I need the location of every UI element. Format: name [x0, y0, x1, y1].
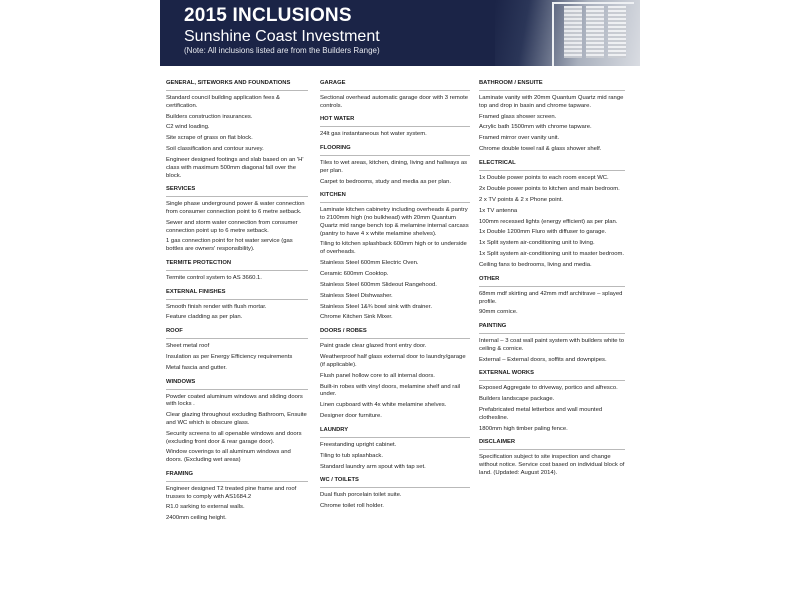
- section-divider: [320, 90, 470, 91]
- section-heading: DOORS / ROBES: [320, 328, 367, 335]
- inclusion-item: Stainless Steel 600mm Slideout Rangehood.: [320, 281, 437, 288]
- section-divider: [479, 286, 625, 287]
- inclusion-item: Smooth finish render with flush mortar.: [166, 303, 267, 310]
- inclusion-list: [166, 95, 308, 180]
- inclusion-item: Framed glass shower screen.: [479, 113, 557, 120]
- inclusions-sheet: [160, 0, 640, 600]
- section-heading: KITCHEN: [320, 192, 346, 199]
- inclusion-item: Builders landscape package.: [479, 396, 555, 403]
- inclusion-item: 1x Double 1200mm Fluro with diffuser to garage.: [479, 229, 607, 236]
- column-2: [320, 80, 470, 517]
- inclusion-item: Ceramic 600mm Cooktop.: [320, 270, 389, 277]
- section-heading: DISCLAIMER: [479, 439, 516, 446]
- inclusion-list: [320, 343, 470, 421]
- inclusion-item: Freestanding upright cabinet.: [320, 441, 397, 448]
- section-windows: [166, 379, 308, 465]
- section-laundry: [320, 427, 470, 471]
- inclusion-item: Laminate vanity with 20mm Quantum Quartz mid range top and drop in basin and chrome tapware.: [479, 95, 624, 109]
- inclusion-list: [166, 343, 308, 372]
- section-divider: [320, 126, 470, 127]
- inclusion-item: Security screens to all openable windows and doors (excluding front door & rear garage door).: [166, 430, 302, 445]
- section-heading: TERMITE PROTECTION: [166, 259, 232, 266]
- header-banner: [160, 0, 640, 66]
- section-wc-toilets: [320, 477, 470, 511]
- section-divider: [166, 299, 308, 300]
- inclusion-item: Tiling to kitchen splashback 600mm high or to underside of overheads.: [320, 241, 467, 256]
- section-divider: [166, 481, 308, 482]
- inclusion-item: Engineer designed T2 treated pine frame and roof trusses to comply with AS1684.2: [166, 485, 297, 500]
- inclusion-item: Prefabricated metal letterbox and wall mounted clothesline.: [479, 407, 603, 421]
- inclusion-list: [479, 175, 625, 270]
- section-bathroom-ensuite: [479, 80, 625, 154]
- shutter-panel: [564, 6, 582, 58]
- inclusion-list: [320, 492, 470, 511]
- section-heading: HOT WATER: [320, 116, 355, 123]
- inclusion-item: Stainless Steel 600mm Electric Oven.: [320, 260, 419, 266]
- section-heading: FLOORING: [320, 145, 351, 152]
- inclusion-list: [166, 394, 308, 465]
- inclusion-list: [320, 131, 470, 139]
- section-disclaimer: [479, 439, 625, 477]
- inclusion-item: Built-in robes with vinyl doors, melamine shelf and rail under.: [320, 383, 461, 398]
- column-1: [166, 80, 308, 529]
- section-divider: [166, 389, 308, 390]
- section-heading: PAINTING: [479, 323, 507, 330]
- section-flooring: [320, 145, 470, 186]
- inclusion-item: Flush panel hollow core to all internal doors.: [320, 372, 435, 379]
- page-subtitle: Sunshine Coast Investment: [184, 28, 380, 45]
- inclusion-item: Stainless Steel Dishwasher.: [320, 292, 393, 299]
- section-heading: EXTERNAL FINISHES: [166, 288, 226, 295]
- inclusion-item: 1x Split system air-conditioning unit to living.: [479, 240, 595, 247]
- section-heading: LAUNDRY: [320, 426, 349, 433]
- section-heading: FRAMING: [166, 470, 194, 477]
- inclusion-item: Insulation as per Energy Efficiency requirements: [166, 354, 293, 361]
- inclusion-item: Standard laundry arm spout with tap set.: [320, 463, 426, 470]
- inclusion-item: 1x Split system air-conditioning unit to master bedroom.: [479, 251, 625, 258]
- section-heading: ROOF: [166, 328, 183, 335]
- section-heading: SERVICES: [166, 186, 196, 193]
- section-divider: [479, 333, 625, 334]
- section-other: [479, 276, 625, 317]
- inclusion-item: 1x Double power points to each room except WC.: [479, 174, 609, 181]
- inclusion-item: Powder coated aluminum windows and sliding doors with locks .: [166, 393, 303, 408]
- inclusion-item: 2 x TV points & 2 x Phone point.: [479, 196, 564, 203]
- inclusion-list: [479, 338, 625, 364]
- inclusion-list: [166, 486, 308, 523]
- inclusion-item: Single phase underground power & water connection from consumer connection point to 6 metre setback.: [166, 201, 305, 215]
- inclusion-item: Metal fascia and gutter.: [166, 364, 227, 371]
- section-divider: [320, 155, 470, 156]
- inclusion-item: Internal – 3 coat wall paint system with builders white to ceiling & cornice.: [479, 338, 625, 352]
- inclusion-item: Paint grade clear glazed front entry door.: [320, 343, 427, 350]
- inclusion-item: Site scrape of grass on flat block.: [166, 135, 253, 142]
- section-heading: OTHER: [479, 275, 500, 282]
- inclusion-item: Chrome toilet roll holder.: [320, 503, 384, 510]
- inclusion-item: Tiles to wet areas, kitchen, dining, living and hallways as per plan.: [320, 160, 468, 174]
- inclusion-item: Exposed Aggregate to driveway, portico and alfresco.: [479, 385, 618, 392]
- inclusion-list: [320, 442, 470, 471]
- house-photo: [495, 0, 640, 66]
- inclusion-item: Clear glazing throughout excluding Bathroom, Ensuite and WC which is obscure glass.: [166, 412, 307, 426]
- section-doors-robes: [320, 328, 470, 421]
- section-divider: [479, 449, 625, 450]
- inclusion-item: Standard council building application fees & certification.: [166, 95, 280, 109]
- inclusion-item: Chrome Kitchen Sink Mixer.: [320, 314, 393, 321]
- inclusion-item: Weatherproof half glass external door to laundry/garage (if applicable).: [320, 354, 466, 368]
- inclusion-list: [479, 95, 625, 154]
- inclusion-item: Ceiling fans to bedrooms, living and media.: [479, 262, 592, 269]
- section-external-works: [479, 370, 625, 433]
- section-painting: [479, 323, 625, 364]
- inclusion-item: 1800mm high timber paling fence.: [479, 425, 568, 432]
- section-electrical: [479, 160, 625, 270]
- section-divider: [166, 90, 308, 91]
- inclusion-item: 1x TV antenna: [479, 207, 518, 214]
- inclusion-list: [320, 207, 470, 322]
- inclusion-item: Sewer and storm water connection from consumer connection point up to 6 metre setback.: [166, 219, 298, 234]
- section-divider: [479, 170, 625, 171]
- inclusion-list: [479, 385, 625, 433]
- inclusion-item: Sheet metal roof: [166, 343, 210, 350]
- section-divider: [479, 380, 625, 381]
- inclusion-item: 68mm mdf skirting and 42mm mdf architrave – splayed profile.: [479, 290, 623, 305]
- inclusion-list: [166, 201, 308, 254]
- inclusion-item: 2400mm ceiling height.: [166, 515, 227, 522]
- page-title: 2015 INCLUSIONS: [184, 5, 352, 26]
- section-external-finishes: [166, 289, 308, 323]
- inclusion-item: 1 gas connection point for hot water service (gas bottles are owners' responsibility).: [166, 238, 293, 253]
- section-divider: [479, 90, 625, 91]
- inclusion-item: Framed mirror over vanity unit.: [479, 135, 560, 142]
- inclusion-item: 100mm recessed lights (energy efficient) as per plan.: [479, 218, 618, 225]
- inclusion-item: Builders construction insurances.: [166, 113, 253, 120]
- inclusion-item: Stainless Steel 1&¾ bowl sink with drainer.: [320, 303, 432, 310]
- inclusion-item: Engineer designed footings and slab based on an 'H' class with maximum 500mm diagonal fall over the block.: [166, 157, 304, 179]
- section-general-siteworks-and-foundations: [166, 80, 308, 180]
- section-heading: GENERAL, SITEWORKS AND FOUNDATIONS: [166, 80, 291, 86]
- inclusion-list: [320, 95, 470, 110]
- inclusion-item: External – External doors, soffits and downpipes.: [479, 356, 607, 363]
- inclusion-list: [166, 304, 308, 323]
- inclusion-item: 90mm cornice.: [479, 309, 518, 316]
- section-heading: ELECTRICAL: [479, 159, 516, 166]
- inclusion-item: Termite control system to AS 3660.1.: [166, 274, 262, 281]
- header-note: (Note: All inclusions listed are from the Builders Range): [184, 46, 380, 55]
- inclusion-item: Tiling to tub splashback.: [320, 452, 383, 459]
- inclusion-item: C2 wind loading.: [166, 124, 210, 131]
- inclusion-item: Specification subject to site inspection and change without notice. Service cost based on individual block of land. (Updated: August 2014).: [479, 454, 625, 476]
- section-services: [166, 186, 308, 254]
- inclusion-item: Carpet to bedrooms, study and media as per plan.: [320, 178, 451, 185]
- section-divider: [166, 270, 308, 271]
- section-kitchen: [320, 192, 470, 322]
- shutter-panel: [586, 6, 604, 58]
- section-heading: BATHROOM / ENSUITE: [479, 80, 543, 86]
- inclusion-list: [166, 275, 308, 283]
- inclusion-item: Laminate kitchen cabinetry including overheads & pantry to 2100mm high (no bulkhead) with 20mm Quantum Quartz mid range bench top & melamine internal carcass (pantry to have 4 x white melamine shelves).: [320, 207, 469, 237]
- inclusion-list: [479, 454, 625, 477]
- section-divider: [320, 487, 470, 488]
- section-termite-protection: [166, 260, 308, 283]
- inclusion-item: Window coverings to all aluminum windows and doors. (Excluding wet areas): [166, 449, 291, 464]
- section-heading: GARAGE: [320, 80, 346, 86]
- section-garage: [320, 80, 470, 110]
- inclusion-item: Acrylic bath 1500mm with chrome tapware.: [479, 124, 592, 131]
- section-heading: EXTERNAL WORKS: [479, 370, 534, 377]
- section-divider: [320, 202, 470, 203]
- inclusion-item: Soil classification and contour survey.: [166, 146, 264, 153]
- shutter-panel: [608, 6, 626, 58]
- section-divider: [320, 338, 470, 339]
- inclusion-list: [320, 160, 470, 186]
- inclusion-list: [479, 291, 625, 317]
- inclusion-item: Dual flush porcelain toilet suite.: [320, 492, 402, 499]
- section-framing: [166, 471, 308, 523]
- inclusion-item: 2x Double power points to kitchen and main bedroom.: [479, 185, 620, 192]
- inclusion-item: Feature cladding as per plan.: [166, 314, 243, 321]
- inclusion-item: Chrome double towel rail & glass shower shelf.: [479, 146, 602, 153]
- inclusion-item: Linen cupboard with 4x white melamine shelves.: [320, 402, 447, 409]
- inclusion-item: Sectional overhead automatic garage door with 3 remote controls.: [320, 95, 469, 109]
- column-3: [479, 80, 625, 484]
- section-divider: [166, 196, 308, 197]
- inclusion-item: 24lt gas instantaneous hot water system.: [320, 131, 427, 138]
- section-hot-water: [320, 116, 470, 139]
- inclusion-item: Designer door furniture.: [320, 413, 382, 420]
- section-heading: WINDOWS: [166, 378, 196, 385]
- section-roof: [166, 328, 308, 372]
- section-divider: [166, 338, 308, 339]
- section-divider: [320, 437, 470, 438]
- inclusion-item: R1.0 sarking to external walls.: [166, 504, 245, 511]
- section-heading: WC / TOILETS: [320, 477, 359, 484]
